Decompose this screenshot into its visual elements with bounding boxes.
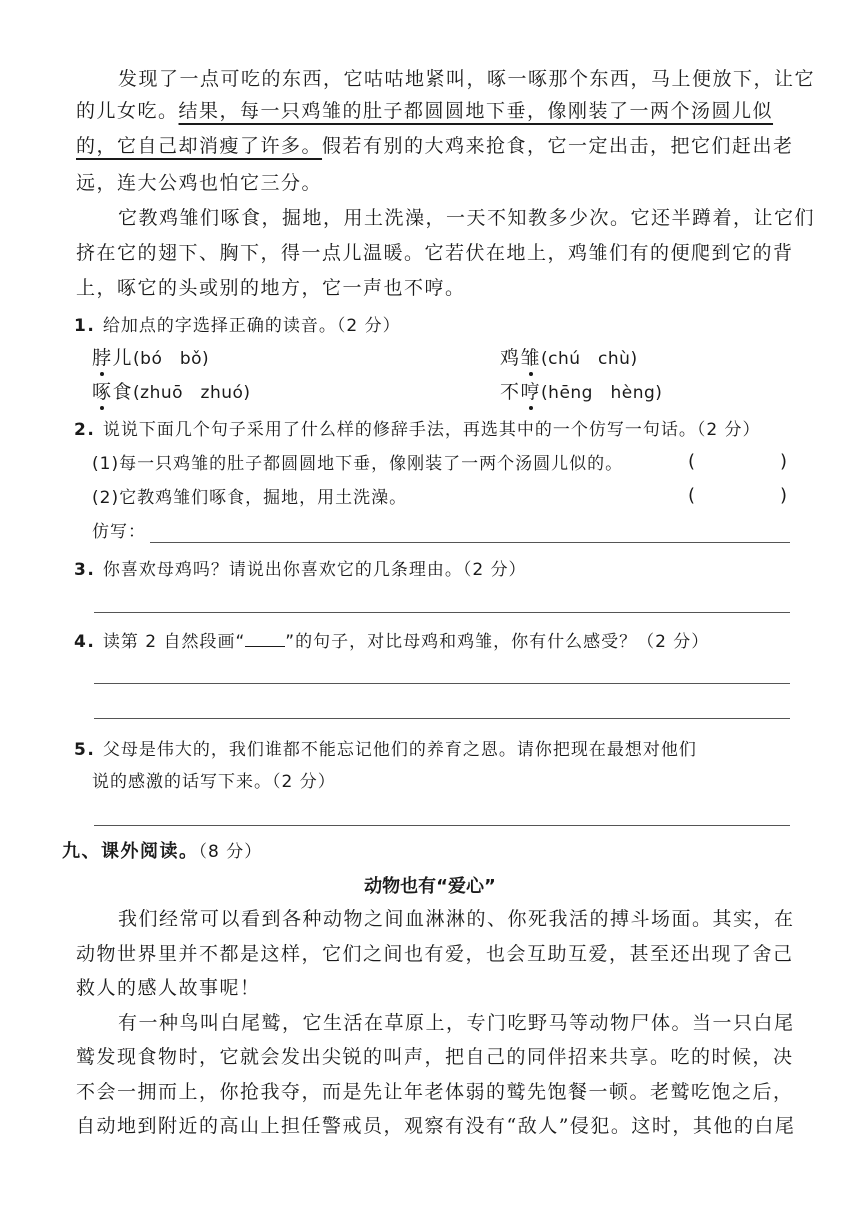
reading-line-2: 动物世界里并不都是这样，它们之间也有爱，也会互助互爱，甚至还出现了舍己: [76, 943, 794, 965]
question-3: [74, 556, 527, 583]
pinyin-item-4: [500, 379, 662, 406]
underlined-sentence-end: 的，它自己却消瘦了许多。: [76, 135, 323, 157]
question-number: 4.: [74, 632, 96, 652]
passage-line-3: [76, 133, 794, 159]
char: 不: [500, 381, 521, 403]
question-text: 给加点的字选择正确的读音。（2 分）: [102, 316, 401, 336]
question-text: ”的句子，对比母鸡和鸡雏，你有什么感受？（2 分）: [285, 632, 710, 652]
answer-paren-open: (: [688, 485, 696, 506]
dotted-char: 哼: [520, 381, 542, 403]
pinyin-item-2: [500, 345, 638, 372]
passage-line-5: 它教鸡雏们啄食，掘地，用土洗澡，一天不知教多少次。它还半蹲着，让它们: [118, 207, 816, 229]
answer-line[interactable]: [94, 683, 790, 684]
question-text: 你喜欢母鸡吗？请说出你喜欢它的几条理由。（2 分）: [102, 560, 527, 580]
passage-line-4: 远，连大公鸡也怕它三分。: [76, 172, 323, 194]
reading-line-3: 救人的感人故事呢！: [76, 977, 261, 999]
question-1: [74, 312, 401, 339]
pinyin-item-1: [92, 345, 209, 372]
pinyin-options: (bó bǒ): [133, 349, 210, 369]
reading-line-7: 自动地到附近的高山上担任警戒员，观察有没有“敌人”侵犯。这时，其他的白尾: [76, 1115, 796, 1137]
passage-line-7: 上，啄它的头或别的地方，它一声也不哼。: [76, 277, 466, 299]
passage-line-2: [76, 98, 773, 124]
dotted-char: 啄: [92, 381, 113, 403]
char: 食: [112, 381, 134, 403]
answer-line[interactable]: [150, 542, 790, 543]
question-4: [74, 628, 709, 655]
answer-line[interactable]: [94, 718, 790, 719]
underlined-sentence: 结果，每一只鸡雏的肚子都圆圆地下垂，像刚装了一两个汤圆儿似: [178, 100, 774, 122]
section-score: （8 分）: [198, 842, 263, 862]
passage-line-1: 发现了一点可吃的东西，它咕咕地紧叫，啄一啄那个东西，马上便放下，让它: [118, 68, 816, 90]
question-number: 1.: [74, 316, 96, 336]
reading-title: 动物也有“爱心”: [364, 876, 496, 897]
pinyin-options: (chú chù): [541, 349, 638, 369]
dotted-char: 脖: [92, 347, 113, 369]
pinyin-options: (zhuō zhuó): [133, 383, 251, 403]
q2-sentence-1: (1)每一只鸡雏的肚子都圆圆地下垂，像刚装了一两个汤圆儿似的。: [92, 454, 624, 474]
q2-sentence-2: (2)它教鸡雏们啄食，掘地，用土洗澡。: [92, 488, 408, 508]
passage-line-6: 挤在它的翅下、胸下，得一点儿温暖。它若伏在地上，鸡雏们有的便爬到它的背: [76, 242, 794, 264]
imitate-label: 仿写：: [92, 522, 146, 542]
answer-line[interactable]: [94, 825, 790, 826]
dotted-char: 雏: [520, 347, 542, 369]
char: 儿: [112, 347, 134, 369]
question-number: 5.: [74, 740, 96, 760]
answer-paren-close: ): [780, 451, 788, 472]
section-9-heading: [62, 838, 262, 865]
answer-paren-close: ): [780, 485, 788, 506]
question-5-line-2: 说的感激的话写下来。（2 分）: [92, 772, 336, 792]
question-number: 2.: [74, 420, 96, 440]
passage-text: 的儿女吃。: [76, 100, 179, 122]
question-text: 说说下面几个句子采用了什么样的修辞手法，再选其中的一个仿写一句话。（2 分）: [102, 420, 761, 440]
reading-line-1: 我们经常可以看到各种动物之间血淋淋的、你死我活的搏斗场面。其实，在: [118, 908, 795, 930]
pinyin-item-3: [92, 379, 251, 406]
underline-symbol: [245, 630, 285, 647]
passage-text: 假若有别的大鸡来抢食，它一定出击，把它们赶出老: [322, 135, 794, 157]
answer-paren-open: (: [688, 451, 696, 472]
reading-line-6: 不会一拥而上，你抢我夺，而是先让年老体弱的鹫先饱餐一顿。老鹫吃饱之后，: [76, 1081, 794, 1103]
char: 鸡: [500, 347, 521, 369]
pinyin-options: (hēng hèng): [541, 383, 663, 403]
reading-line-5: 鹫发现食物时，它就会发出尖锐的叫声，把自己的同伴招来共享。吃的时候，决: [76, 1046, 794, 1068]
question-5: [74, 736, 697, 763]
question-number: 3.: [74, 560, 96, 580]
question-text: 读第 2 自然段画“: [102, 632, 246, 652]
question-text: 父母是伟大的，我们谁都不能忘记他们的养育之恩。请你把现在最想对他们: [102, 740, 697, 760]
section-title: 九、课外阅读。: [62, 841, 199, 862]
question-2: [74, 416, 761, 443]
answer-line[interactable]: [94, 612, 790, 613]
reading-line-4: 有一种鸟叫白尾鹫，它生活在草原上，专门吃野马等动物尸体。当一只白尾: [118, 1012, 795, 1034]
